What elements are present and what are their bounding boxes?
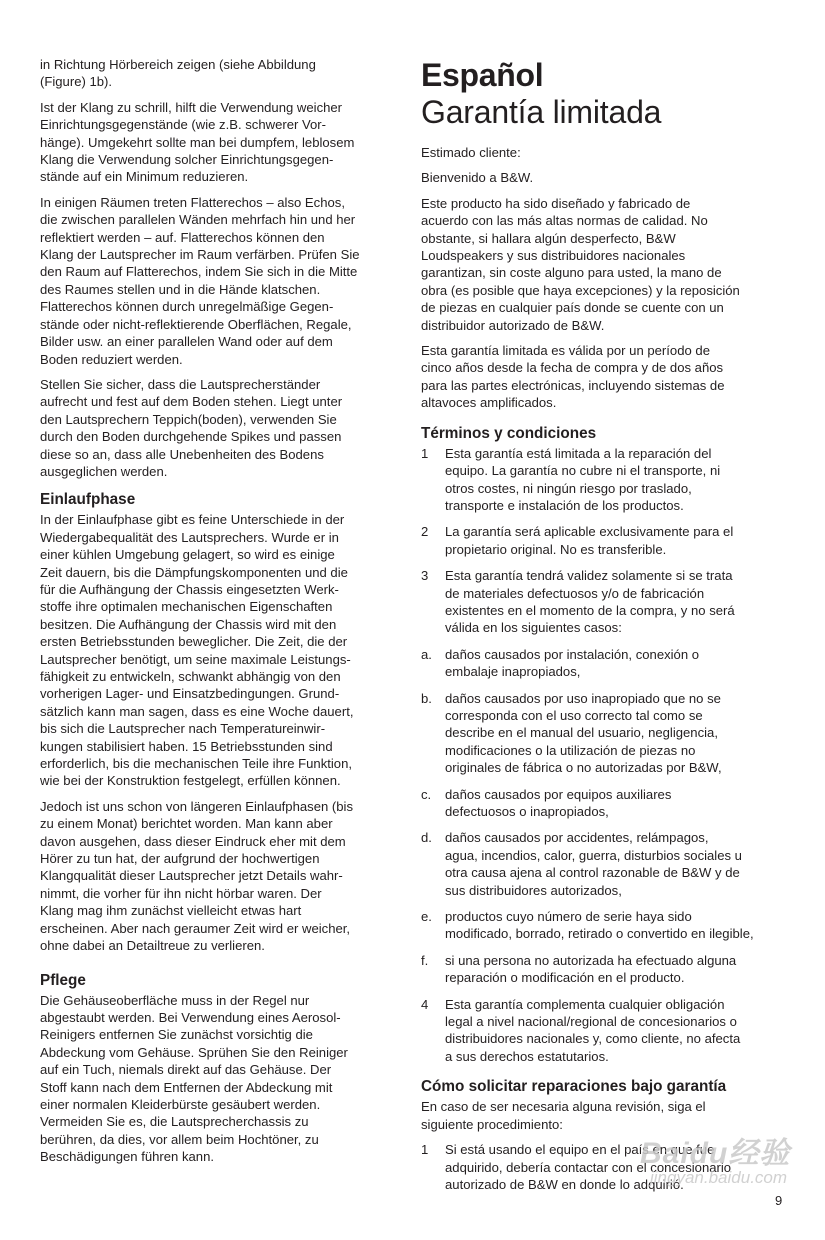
list-item bbox=[421, 690, 786, 777]
list-item bbox=[421, 908, 786, 943]
list-marker: b. bbox=[421, 690, 432, 706]
list-marker: 2 bbox=[421, 524, 429, 540]
list-marker: d. bbox=[421, 830, 432, 846]
paragraph-salutation: Estimado cliente: bbox=[421, 145, 521, 160]
list-item-text: daños causados por uso inapropiado que no se corresponda con el uso correcto tal como se describe en el manual del usuario, negligencia, modificaciones o la utilización de piezas no originales de fábrica o no autorizadas por B&W, bbox=[445, 690, 722, 776]
list-item bbox=[421, 786, 786, 821]
list-item-text: La garantía será aplicable exclusivamente para el propietario original. No es transferible. bbox=[445, 524, 734, 557]
list-item-text: Esta garantía complementa cualquier obligación legal a nivel nacional/regional de concesionarios o distribuidores nacionales y, como cliente, no afecta a sus derechos estatutarios. bbox=[445, 996, 741, 1064]
repairs-steps-list bbox=[421, 1141, 786, 1193]
list-item bbox=[421, 523, 786, 558]
paragraph-listening-direction: in Richtung Hörbereich zeigen (siehe Abbildung (Figure) 1b). bbox=[40, 57, 316, 90]
paragraph-repairs-intro: En caso de ser necesaria alguna revisión, siga el siguiente procedimiento: bbox=[421, 1099, 706, 1132]
paragraph-einlaufphase-1: In der Einlaufphase gibt es feine Unterschiede in der Wiedergabequalität des Lautsprechers. Wurde er in einer kühlen Umgebung gelagert, so wird es einige Zeit dauern, bis die Dämpfungskomponenten und die für die Aufhängung der Chassis eingesetzten Werk- stoffe ihre optimalen mechanischen Eigenschaften besitzen. Die Aufhängung der Chassis wird mit den ersten Betriebsstunden beweglicher. Die Zeit, die der Lautsprecher benötigt, um seine maximale Leistungs- fähigkeit zu entwickeln, schwankt abhängig von den vorherigen Lager- und Einsatzbedingungen. Grund- sätzlich kann man sagen, dass es eine Woche dauert, bis sich die Lautsprecher nach Temperatureinwir- kungen stabilisiert haben. 15 Betriebsstunden sind erforderlich, bis die mechanischen Teile ihre Funktion, wie bei der Konstruktion festgelegt, erfüllen können. bbox=[40, 512, 354, 789]
paragraph-flutter-echoes: In einigen Räumen treten Flatterechos – also Echos, die zwischen parallelen Wänden mehrfach hin und her reflektiert werden – auf. Flatterechos können den Klang der Lautsprecher im Raum verfärben. Prüfen Sie den Raum auf Flatterechos, indem Sie sich in die Mitte des Raumes stellen und in die Hände klatschen. Flatterechos können durch unregelmäßige Gegen- stände oder nicht-reflektierende Oberflächen, Regale, Bilder usw. an einer parallelen Wand oder auf dem Boden reduziert werden. bbox=[40, 194, 360, 367]
right-column bbox=[421, 56, 786, 1202]
watermark-logo-text: Baidu经验 bbox=[640, 1137, 791, 1170]
watermark-url: jingyan.baidu.com bbox=[650, 1168, 788, 1187]
list-item-text: Si está usando el equipo en el país en que fue adquirido, debería contactar con el concesionario autorizado de B&W en donde lo adquirió. bbox=[445, 1142, 732, 1192]
list-item bbox=[421, 829, 786, 899]
terms-list bbox=[421, 445, 786, 1066]
list-item bbox=[421, 567, 786, 637]
language-title: Español bbox=[421, 57, 544, 93]
paragraph-pflege: Die Gehäuseoberfläche muss in der Regel nur abgestaubt werden. Bei Verwendung eines Aerosol- Reinigers entfernen Sie zunächst vorsichtig die Abdeckung vom Gehäuse. Sprühen Sie den Reiniger auf ein Tuch, niemals direkt auf das Gehäuse. Der Stoff kann nach dem Entfernen der Abdeckung mit einer normalen Kleiderbürste gesäubert werden. Vermeiden Sie es, die Lautsprecherchassis zu berühren, da dies, vor allem beim Hochtöner, zu Beschädigungen führen kann. bbox=[40, 992, 348, 1165]
list-marker: f. bbox=[421, 952, 429, 968]
left-column bbox=[40, 56, 400, 1174]
list-item bbox=[421, 996, 786, 1066]
list-item-text: daños causados por instalación, conexión o embalaje inapropiados, bbox=[445, 646, 700, 680]
heading-einlaufphase: Einlaufphase bbox=[40, 491, 136, 509]
list-item bbox=[421, 1141, 786, 1193]
list-marker: e. bbox=[421, 909, 432, 925]
list-marker: 3 bbox=[421, 568, 429, 584]
paragraph-warranty-period: Esta garantía limitada es válida por un período de cinco años desde la fecha de compra y de dos años para las partes electrónicas, incluyendo sistemas de altavoces amplificados. bbox=[421, 343, 725, 411]
list-item bbox=[421, 445, 786, 515]
list-item-text: daños causados por accidentes, relámpagos, agua, incendios, calor, guerra, disturbios sociales u otra causa ajena al control razonable de B&W y de sus distribuidores autorizados, bbox=[445, 830, 742, 898]
list-marker: a. bbox=[421, 646, 432, 662]
list-marker: 4 bbox=[421, 996, 429, 1012]
list-item-text: Esta garantía tendrá validez solamente si se trata de materiales defectuosos y/o de fabricación existentes en el momento de la compra, y no será válida en los siguientes casos: bbox=[445, 568, 735, 636]
list-item bbox=[421, 646, 786, 681]
list-item-text: si una persona no autorizada ha efectuado alguna reparación o modificación en el producto. bbox=[445, 952, 737, 986]
list-item-text: daños causados por equipos auxiliares defectuosos o inapropiados, bbox=[445, 786, 672, 819]
heading-terms: Términos y condiciones bbox=[421, 424, 597, 442]
list-marker: 1 bbox=[421, 445, 429, 461]
page-number: 9 bbox=[775, 1193, 783, 1208]
list-marker: 1 bbox=[421, 1142, 429, 1158]
paragraph-stands-spikes: Stellen Sie sicher, dass die Lautsprecherständer aufrecht und fest auf dem Boden stehen. Liegt unter den Lautsprechern Teppich(boden), verwenden Sie durch den Boden durchgehende Spikes und passen diese so an, dass alle Unebenheiten des Bodens ausgeglichen werden. bbox=[40, 376, 343, 479]
heading-warranty-repairs: Cómo solicitar reparaciones bajo garantía bbox=[421, 1078, 727, 1096]
paragraph-welcome: Bienvenido a B&W. bbox=[421, 170, 534, 186]
list-item-text: productos cuyo número de serie haya sido modificado, borrado, retirado o convertido en ilegible, bbox=[445, 909, 754, 942]
list-marker: c. bbox=[421, 786, 432, 802]
page-subtitle: Garantía limitada bbox=[421, 94, 662, 130]
heading-pflege: Pflege bbox=[40, 971, 86, 989]
paragraph-sound-too-bright: Ist der Klang zu schrill, hilft die Verwendung weicher Einrichtungsgegenstände (wie z.B. schwerer Vor- hänge). Umgekehrt sollte man bei dumpfem, leblosem Klang die Verwendung solcher Einrichtungsgegen- stände auf ein Minimum reduzieren. bbox=[40, 99, 355, 185]
list-item-text: Esta garantía está limitada a la reparación del equipo. La garantía no cubre ni el transporte, ni otros costes, ni ningún riesgo por traslado, transporte e instalación de los productos. bbox=[445, 445, 721, 513]
list-item bbox=[421, 952, 786, 987]
paragraph-einlaufphase-2: Jedoch ist uns schon von längeren Einlaufphasen (bis zu einem Monat) berichtet worden. Man kann aber davon ausgehen, dass dieser Eindruck eher mit dem Hörer zu tun hat, der aufgrund der hochwertigen Klangqualität dieser Lautsprecher jetzt Details wahr- nimmt, die vorher für ihn nicht hörbar waren. Der Klang mag ihm zunächst vielleicht etwas hart erscheinen. Aber nach geraumer Zeit wird er weicher, ohne dabei an Detailtreue zu verlieren. bbox=[40, 798, 353, 954]
paragraph-product-quality: Este producto ha sido diseñado y fabricado de acuerdo con las más altas normas de calidad. No obstante, si hallara algún desperfecto, B&W Loudspeakers y sus distribuidores nacionales garantizan, sin coste alguno para usted, la mano de obra (es posible que haya excepciones) y la reposición de piezas en cualquier país donde se cuente con un distribuidor autorizado de B&W. bbox=[421, 195, 740, 333]
